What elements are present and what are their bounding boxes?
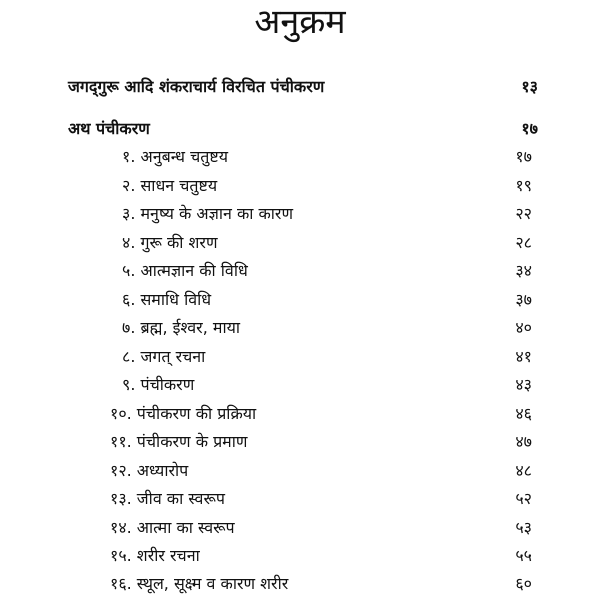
toc-item-row — [122, 201, 532, 227]
toc-item-label: ९. पंचीकरण — [122, 375, 195, 394]
toc-item-page: ३७ — [515, 290, 532, 309]
toc-item-page: ५५ — [515, 546, 532, 565]
toc-item-page: १९ — [515, 176, 532, 195]
toc-item-label: १०. पंचीकरण की प्रक्रिया — [110, 404, 257, 423]
toc-item-label: ४. गुरू की शरण — [122, 233, 218, 252]
toc-section-label: जगद्‌गुरू आदि शंकराचार्य विरचित पंचीकरण — [68, 77, 325, 96]
toc-item-label: ११. पंचीकरण के प्रमाण — [110, 432, 248, 451]
toc-item-label: १६. स्थूल, सूक्ष्म व कारण शरीर — [110, 574, 289, 593]
toc-item-row — [122, 144, 532, 170]
toc-item-label: ८. जगत् रचना — [122, 347, 206, 366]
toc-item-row — [110, 571, 532, 597]
toc-item-row — [110, 486, 532, 512]
page-title: अनुक्रम — [254, 2, 346, 42]
toc-item-page: ३४ — [515, 261, 532, 280]
toc-item-label: ५. आत्मज्ञान की विधि — [122, 261, 248, 280]
toc-item-page: २२ — [515, 204, 532, 223]
toc-item-page: २८ — [515, 233, 532, 252]
toc-section-label: अथ पंचीकरण — [68, 119, 150, 138]
toc-item-row — [110, 515, 532, 541]
toc-item-row — [110, 543, 532, 569]
toc-item-page: ५२ — [515, 489, 532, 508]
toc-section-row — [68, 116, 538, 142]
toc-section-page: १७ — [521, 119, 538, 138]
toc-item-row — [122, 344, 532, 370]
toc-section-row — [68, 74, 538, 100]
toc-item-label: १५. शरीर रचना — [110, 546, 200, 565]
toc-item-page: १७ — [515, 147, 532, 166]
toc-item-page: ४३ — [515, 375, 532, 394]
toc-item-label: ६. समाधि विधि — [122, 290, 212, 309]
toc-item-label: २. साधन चतुष्टय — [122, 176, 218, 195]
toc-item-page: ५३ — [515, 518, 532, 537]
toc-item-row — [122, 258, 532, 284]
toc-item-page: ४७ — [515, 432, 532, 451]
toc-item-row — [122, 230, 532, 256]
toc-item-page: ४८ — [515, 461, 532, 480]
toc-item-page: ४० — [515, 318, 532, 337]
toc-item-page: ४६ — [515, 404, 532, 423]
toc-item-page: ६० — [515, 574, 532, 593]
toc-item-row — [110, 401, 532, 427]
toc-item-row — [122, 287, 532, 313]
toc-item-label: १. अनुबन्ध चतुष्टय — [122, 147, 228, 166]
toc-item-label: १३. जीव का स्वरूप — [110, 489, 225, 508]
toc-item-label: १२. अध्यारोप — [110, 461, 189, 480]
toc-item-row — [110, 458, 532, 484]
toc-item-label: ३. मनुष्य के अज्ञान का कारण — [122, 204, 294, 223]
toc-item-label: ७. ब्रह्म, ईश्वर, माया — [122, 318, 241, 337]
toc-item-row — [110, 429, 532, 455]
toc-section-page: १३ — [521, 77, 538, 96]
toc-item-label: १४. आत्मा का स्वरूप — [110, 518, 235, 537]
toc-item-page: ४१ — [515, 347, 532, 366]
toc-item-row — [122, 315, 532, 341]
toc-item-row — [122, 372, 532, 398]
toc-item-row — [122, 173, 532, 199]
